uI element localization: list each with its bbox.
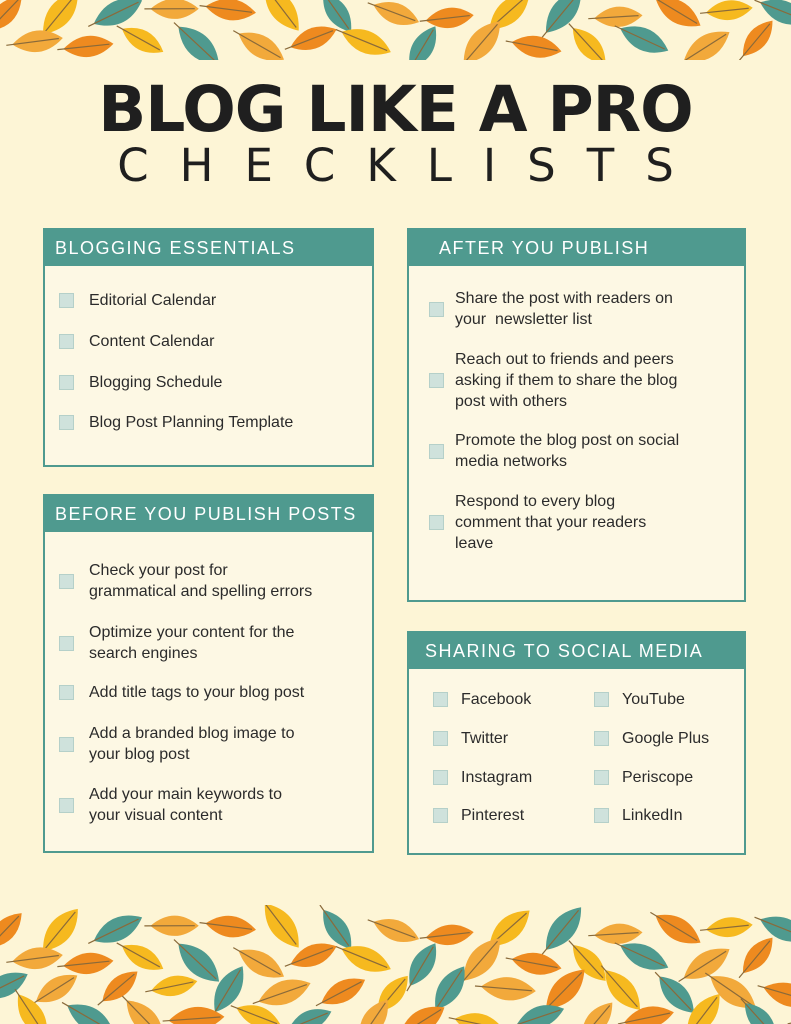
checklist-item[interactable] <box>59 560 312 602</box>
leaf-icon <box>754 975 791 1014</box>
leaf-icon <box>143 971 199 1001</box>
section-header: AFTER YOU PUBLISH <box>409 230 744 266</box>
leaf-icon <box>645 905 707 952</box>
item-label: LinkedIn <box>622 807 683 824</box>
item-label: Content Calendar <box>89 333 215 350</box>
checklist-item-youtube[interactable] <box>594 689 685 710</box>
section-header: BLOGGING ESSENTIALS <box>45 230 372 266</box>
leaf-icon <box>419 922 475 948</box>
leaf-icon <box>474 974 537 1002</box>
leaf-icon <box>364 910 423 948</box>
checklist-item-twitter[interactable] <box>433 728 508 749</box>
checklist-item[interactable] <box>429 430 679 472</box>
item-label: Periscope <box>622 769 694 786</box>
leaf-icon <box>588 5 644 29</box>
checkbox-icon[interactable] <box>594 770 609 785</box>
checklist-item[interactable] <box>59 622 294 664</box>
leaf-icon <box>673 23 736 60</box>
checklist-item[interactable] <box>59 723 294 765</box>
item-label: Add a branded blog image to your blog post <box>89 725 295 763</box>
item-label: Pinterest <box>461 807 525 824</box>
leaf-border-top <box>0 0 791 60</box>
checkbox-icon[interactable] <box>433 731 448 746</box>
item-label: Twitter <box>461 730 509 747</box>
leaf-icon <box>419 5 475 31</box>
leaf-icon <box>112 934 168 977</box>
checkbox-icon[interactable] <box>59 375 74 390</box>
leaf-icon <box>5 27 64 56</box>
checkbox-icon[interactable] <box>59 685 74 700</box>
leaf-icon <box>645 0 707 35</box>
leaf-icon <box>732 931 780 984</box>
item-label: Optimize your content for the search engines <box>89 624 295 662</box>
leaf-icon <box>198 0 257 23</box>
checklist-item[interactable] <box>59 372 222 393</box>
checkbox-icon[interactable] <box>433 770 448 785</box>
leaf-icon <box>56 950 114 977</box>
checklist-item-linkedin[interactable] <box>594 805 683 826</box>
page-subtitle: CHECKLISTS <box>117 139 705 192</box>
checkbox-icon[interactable] <box>433 808 448 823</box>
item-label: Reach out to friends and peers asking if them to share the blog post with others <box>455 351 678 410</box>
item-label: Add title tags to your blog post <box>89 684 305 701</box>
checkbox-icon[interactable] <box>59 574 74 589</box>
leaf-icon <box>198 912 257 940</box>
leaf-icon <box>447 1007 506 1024</box>
leaf-icon <box>279 1003 335 1024</box>
checkbox-icon[interactable] <box>429 515 444 530</box>
leaf-pattern-bottom <box>0 905 791 1024</box>
leaf-icon <box>144 916 198 936</box>
leaf-icon <box>56 33 114 60</box>
checklist-item[interactable] <box>59 290 216 311</box>
checklist-item[interactable] <box>429 491 646 554</box>
section-sharing-social-media <box>407 631 746 855</box>
section-before-you-publish <box>43 494 374 853</box>
leaf-icon <box>252 905 308 955</box>
checklist-item[interactable] <box>59 682 304 703</box>
leaf-icon <box>570 996 620 1024</box>
section-header: BEFORE YOU PUBLISH POSTS <box>45 496 372 532</box>
leaf-icon <box>166 14 227 60</box>
item-label: Editorial Calendar <box>89 292 217 309</box>
leaf-icon <box>228 21 290 60</box>
checkbox-icon[interactable] <box>594 731 609 746</box>
leaf-icon <box>504 948 564 979</box>
leaf-icon <box>699 915 754 940</box>
checklist-item[interactable] <box>59 412 293 433</box>
checklist-item[interactable] <box>59 331 214 352</box>
checkbox-icon[interactable] <box>429 444 444 459</box>
leaf-icon <box>0 906 29 959</box>
item-label: Facebook <box>461 691 532 708</box>
checklist-item[interactable] <box>59 784 282 826</box>
checklist-item[interactable] <box>429 349 677 412</box>
item-label: Blogging Schedule <box>89 374 223 391</box>
leaf-pattern-top <box>0 0 791 60</box>
checkbox-icon[interactable] <box>59 636 74 651</box>
checklist-item-facebook[interactable] <box>433 689 531 710</box>
item-label: Respond to every blog comment that your readers leave <box>455 493 647 552</box>
checkbox-icon[interactable] <box>59 737 74 752</box>
item-label: Check your post for grammatical and spelling errors <box>89 562 313 600</box>
checklist-item-instagram[interactable] <box>433 767 532 788</box>
leaf-icon <box>311 971 370 1015</box>
leaf-icon <box>732 14 780 60</box>
leaf-icon <box>252 0 308 38</box>
checklist-item-periscope[interactable] <box>594 767 693 788</box>
leaf-icon <box>588 922 644 946</box>
page-title: BLOG LIKE A PRO <box>98 73 693 146</box>
section-after-you-publish <box>407 228 746 602</box>
item-label: Share the post with readers on your newsletter list <box>455 290 673 328</box>
leaf-icon <box>112 17 168 60</box>
checklist-item[interactable] <box>429 288 673 330</box>
checkbox-icon[interactable] <box>59 293 74 308</box>
item-label: Google Plus <box>622 730 710 747</box>
checkbox-icon[interactable] <box>594 692 609 707</box>
leaf-icon <box>144 0 198 19</box>
leaf-icon <box>364 0 423 32</box>
checkbox-icon[interactable] <box>429 373 444 388</box>
checkbox-icon[interactable] <box>59 415 74 430</box>
checkbox-icon[interactable] <box>433 692 448 707</box>
checklist-item-pinterest[interactable] <box>433 805 524 826</box>
leaf-icon <box>699 0 754 23</box>
item-label: Blog Post Planning Template <box>89 414 294 431</box>
item-label: Instagram <box>461 769 533 786</box>
checkbox-icon[interactable] <box>429 302 444 317</box>
leaf-icon <box>504 31 564 60</box>
checkbox-icon[interactable] <box>59 334 74 349</box>
item-label: Add your main keywords to your visual content <box>89 786 282 824</box>
leaf-border-bottom <box>0 905 791 1024</box>
checkbox-icon[interactable] <box>594 808 609 823</box>
leaf-icon <box>398 21 444 60</box>
item-label: Promote the blog post on social media networks <box>455 432 680 470</box>
leaf-icon <box>5 944 64 973</box>
checklist-item-google-plus[interactable] <box>594 728 709 749</box>
checkbox-icon[interactable] <box>59 798 74 813</box>
section-header: SHARING TO SOCIAL MEDIA <box>409 633 744 669</box>
section-blogging-essentials <box>43 228 374 467</box>
item-label: YouTube <box>622 691 685 708</box>
